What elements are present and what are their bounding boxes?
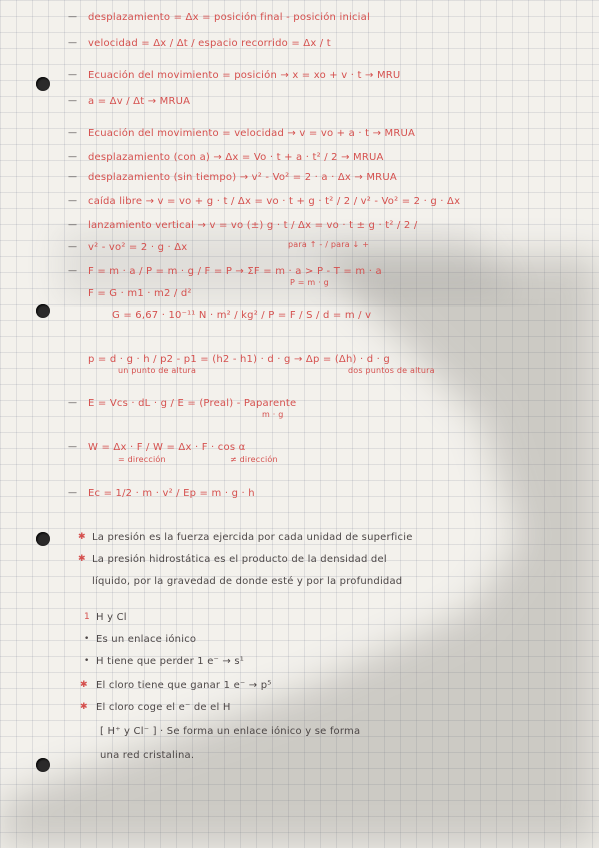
note-line-free-fall: caída libre → v = vo + g · t / Δx = vo · t + g · t² / 2 / v² - Vo² = 2 · g · Δx bbox=[88, 196, 461, 207]
note-line-acceleration: a = Δv / Δt → MRUA bbox=[88, 96, 191, 107]
annotation-sign: para ↑ - / para ↓ + bbox=[288, 240, 370, 249]
note-line-mrua-displacement: desplazamiento (con a) → Δx = Vo · t + a · t² / 2 → MRUA bbox=[88, 152, 384, 163]
dash-marker: — bbox=[68, 220, 77, 230]
note-line-constant: G = 6,67 · 10⁻¹¹ N · m² / kg² / P = F / S / d = m / v bbox=[112, 310, 372, 321]
note-line-hydrostatic-cont: líquido, por la gravedad de donde esté y por la profundidad bbox=[92, 576, 403, 587]
note-line-buoyancy: E = Vcs · dL · g / E = (Preal) - Paparente bbox=[88, 398, 297, 409]
number-marker: 1 bbox=[84, 612, 90, 622]
note-line-newton: F = m · a / P = m · g / F = P → ΣF = m · a > P - T = m · a bbox=[88, 266, 382, 277]
note-line-mru: Ecuación del movimiento = posición → x = xo + v · t → MRU bbox=[88, 70, 401, 81]
note-line-vertical-launch: lanzamiento vertical → v = vo (±) g · t / Δx = vo · t ± g · t² / 2 / bbox=[88, 220, 418, 231]
note-line-ions: [ H⁺ y Cl⁻ ] · Se forma un enlace iónico y se forma bbox=[100, 726, 361, 737]
dash-marker: — bbox=[68, 38, 77, 48]
note-line-velocity: velocidad = Δx / Δt / espacio recorrido = Δx / t bbox=[88, 38, 331, 49]
note-line-hydrostatic: La presión hidrostática es el producto de la densidad del bbox=[92, 554, 387, 565]
asterisk-marker: ✱ bbox=[80, 680, 88, 690]
note-line-velocity-squared: v² - vo² = 2 · g · Δx bbox=[88, 242, 188, 253]
dash-marker: — bbox=[68, 70, 77, 80]
note-line-chem-title: H y Cl bbox=[96, 612, 127, 623]
bullet-dot: • bbox=[84, 634, 90, 644]
annotation-one-point: un punto de altura bbox=[118, 366, 197, 375]
note-line-gravitation: F = G · m1 · m2 / d² bbox=[88, 288, 192, 299]
dash-marker: — bbox=[68, 488, 77, 498]
annotation-different-direction: ≠ dirección bbox=[230, 455, 278, 464]
note-line-pressure-def: La presión es la fuerza ejercida por cada unidad de superficie bbox=[92, 532, 413, 543]
note-line-ionic-bond: Es un enlace iónico bbox=[96, 634, 197, 645]
dash-marker: — bbox=[68, 242, 77, 252]
note-line-crystal: una red cristalina. bbox=[100, 750, 195, 761]
note-line-no-time: desplazamiento (sin tiempo) → v² - Vo² = 2 · a · Δx → MRUA bbox=[88, 172, 397, 183]
dash-marker: — bbox=[68, 398, 77, 408]
annotation-real-weight: m · g bbox=[262, 410, 284, 419]
note-line-cl-takes: El cloro coge el e⁻ de el H bbox=[96, 702, 231, 713]
dash-marker: — bbox=[68, 196, 77, 206]
annotation-weight: P = m · g bbox=[290, 278, 329, 287]
dash-marker: — bbox=[68, 266, 77, 276]
dash-marker: — bbox=[68, 96, 77, 106]
note-line-displacement: desplazamiento = Δx = posición final - posición inicial bbox=[88, 12, 370, 23]
asterisk-marker: ✱ bbox=[78, 554, 86, 564]
dash-marker: — bbox=[68, 152, 77, 162]
binder-hole-top bbox=[36, 77, 50, 91]
note-line-cl-gain: El cloro tiene que ganar 1 e⁻ → p⁵ bbox=[96, 680, 272, 691]
asterisk-marker: ✱ bbox=[78, 532, 86, 542]
note-line-h-lose: H tiene que perder 1 e⁻ → s¹ bbox=[96, 656, 244, 667]
note-line-work: W = Δx · F / W = Δx · F · cos α bbox=[88, 442, 246, 453]
annotation-same-direction: = dirección bbox=[118, 455, 166, 464]
dash-marker: — bbox=[68, 12, 77, 22]
dash-marker: — bbox=[68, 128, 77, 138]
note-line-pressure: p = d · g · h / p2 - p1 = (h2 - h1) · d · g → Δp = (Δh) · d · g bbox=[88, 354, 390, 365]
note-line-mrua-velocity: Ecuación del movimiento = velocidad → v = vo + a · t → MRUA bbox=[88, 128, 416, 139]
annotation-two-points: dos puntos de altura bbox=[348, 366, 435, 375]
binder-hole-lower bbox=[36, 532, 50, 546]
note-line-energy: Ec = 1/2 · m · v² / Ep = m · g · h bbox=[88, 488, 255, 499]
binder-hole-bottom bbox=[36, 758, 50, 772]
dash-marker: — bbox=[68, 442, 77, 452]
dash-marker: — bbox=[68, 172, 77, 182]
binder-hole-middle bbox=[36, 304, 50, 318]
bullet-dot: • bbox=[84, 656, 90, 666]
asterisk-marker: ✱ bbox=[80, 702, 88, 712]
